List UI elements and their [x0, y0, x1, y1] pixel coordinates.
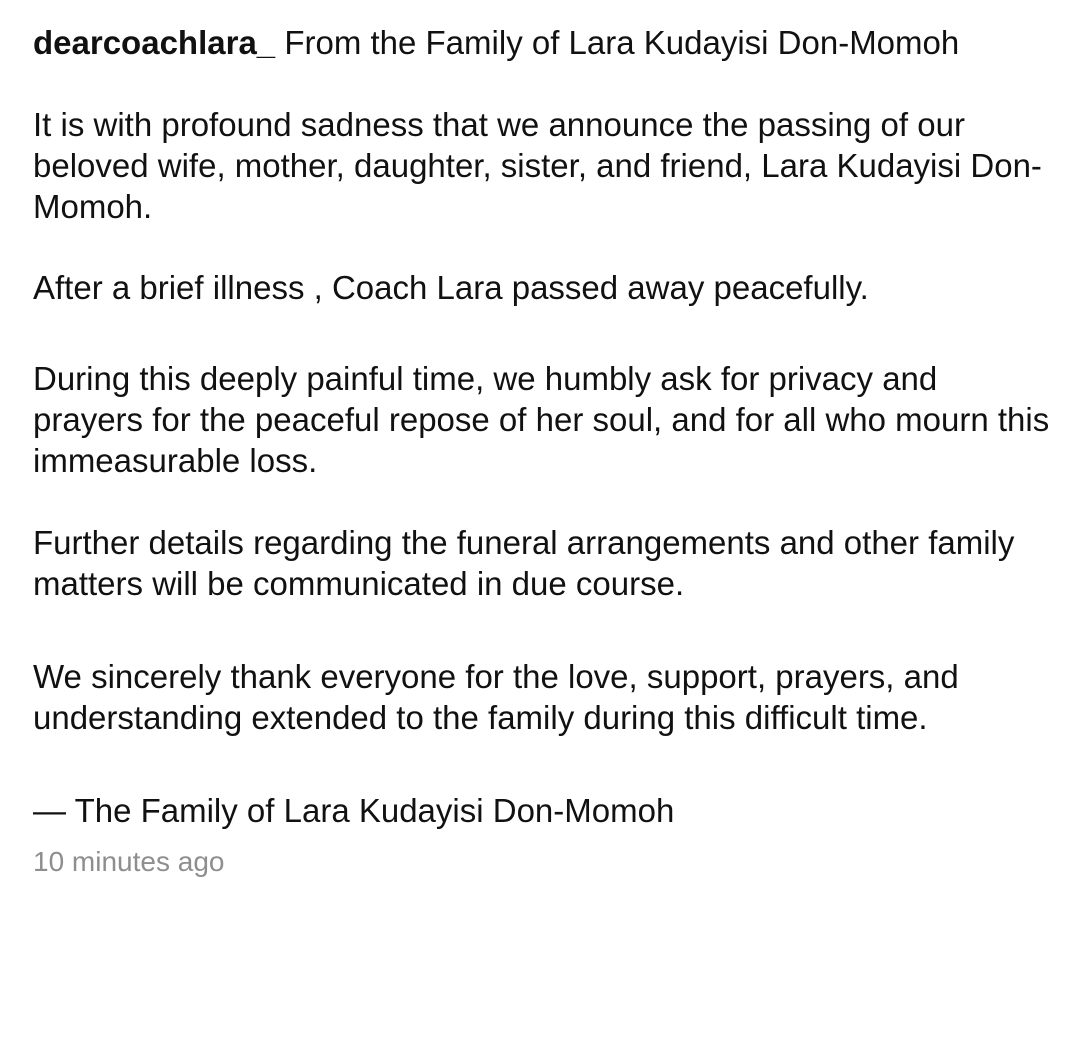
caption-paragraph: After a brief illness , Coach Lara passed away peacefully.	[33, 269, 869, 306]
caption-paragraph: During this deeply painful time, we humbly ask for privacy and prayers for the peaceful repose of her soul, and for all who mourn this immeasurable loss.	[33, 360, 1050, 479]
username-link[interactable]: dearcoachlara_	[33, 24, 276, 61]
post-timestamp[interactable]: 10 minutes ago	[33, 846, 225, 877]
caption-signoff: — The Family of Lara Kudayisi Don-Momoh	[33, 792, 675, 829]
caption-header	[33, 22, 1053, 63]
caption-lead: From the Family of Lara Kudayisi Don-Momoh	[284, 24, 960, 61]
caption-paragraph: We sincerely thank everyone for the love, support, prayers, and understanding extended to the family during this difficult time.	[33, 658, 959, 736]
post-caption	[33, 22, 1053, 879]
caption-paragraph: Further details regarding the funeral arrangements and other family matters will be communicated in due course.	[33, 524, 1015, 602]
caption-paragraph: It is with profound sadness that we announce the passing of our beloved wife, mother, daughter, sister, and friend, Lara Kudayisi Don-Momoh.	[33, 106, 1042, 225]
